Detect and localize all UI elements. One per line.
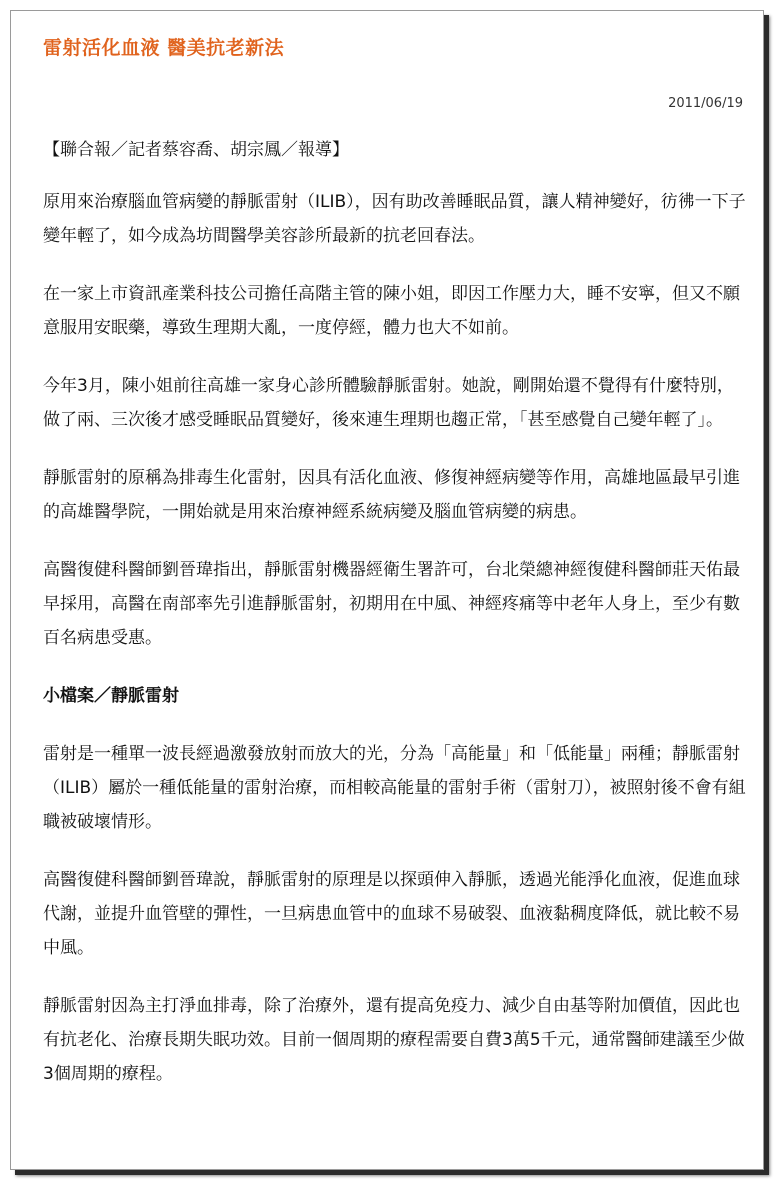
article-body xyxy=(43,133,748,1115)
article-title: 雷射活化血液 醫美抗老新法 xyxy=(43,37,285,59)
paragraph: 靜脈雷射的原稱為排毒生化雷射，因具有活化血液、修復神經病變等作用，高雄地區最早引進的高雄醫學院，一開始就是用來治療神經系統病變及腦血管病變的病患。 xyxy=(43,468,740,522)
byline: 【聯合報／記者蔡容喬、胡宗鳳／報導】 xyxy=(43,140,349,160)
article-date: 2011/06/19 xyxy=(668,96,743,111)
paragraph: 高醫復健科醫師劉晉瑋說，靜脈雷射的原理是以探頭伸入靜脈，透過光能淨化血液，促進血球代謝，並提升血管壁的彈性，一旦病患血管中的血球不易破裂、血液黏稠度降低，就比較不易中風。 xyxy=(43,870,740,958)
article-frame xyxy=(10,10,764,1170)
paragraph: 今年3月，陳小姐前往高雄一家身心診所體驗靜脈雷射。她說，剛開始還不覺得有什麼特別，做了兩、三次後才感受睡眠品質變好，後來連生理期也趨正常，「甚至感覺自己變年輕了」。 xyxy=(43,376,734,430)
paragraph: 雷射是一種單一波長經過激發放射而放大的光，分為「高能量」和「低能量」兩種；靜脈雷射（ILIB）屬於一種低能量的雷射治療，而相較高能量的雷射手術（雷射刀），被照射後不會有組職被破壞情形。 xyxy=(43,744,746,832)
paragraph: 在一家上市資訊產業科技公司擔任高階主管的陳小姐，即因工作壓力大，睡不安寧，但又不願意服用安眠藥，導致生理期大亂，一度停經，體力也大不如前。 xyxy=(43,284,740,338)
paragraph: 原用來治療腦血管病變的靜脈雷射（ILIB），因有助改善睡眠品質，讓人精神變好，彷彿一下子變年輕了，如今成為坊間醫學美容診所最新的抗老回春法。 xyxy=(43,192,746,246)
paragraph: 靜脈雷射因為主打淨血排毒，除了治療外，還有提高免疫力、減少自由基等附加價值，因此也有抗老化、治療長期失眠功效。目前一個周期的療程需要自費3萬5千元，通常醫師建議至少做3個周期的療程。 xyxy=(43,996,745,1084)
paragraph: 高醫復健科醫師劉晉瑋指出，靜脈雷射機器經衛生署許可，台北榮總神經復健科醫師莊天佑最早採用，高醫在南部率先引進靜脈雷射，初期用在中風、神經疼痛等中老年人身上，至少有數百名病患受惠。 xyxy=(43,560,740,648)
sidebar-subheading: 小檔案／靜脈雷射 xyxy=(43,686,179,706)
